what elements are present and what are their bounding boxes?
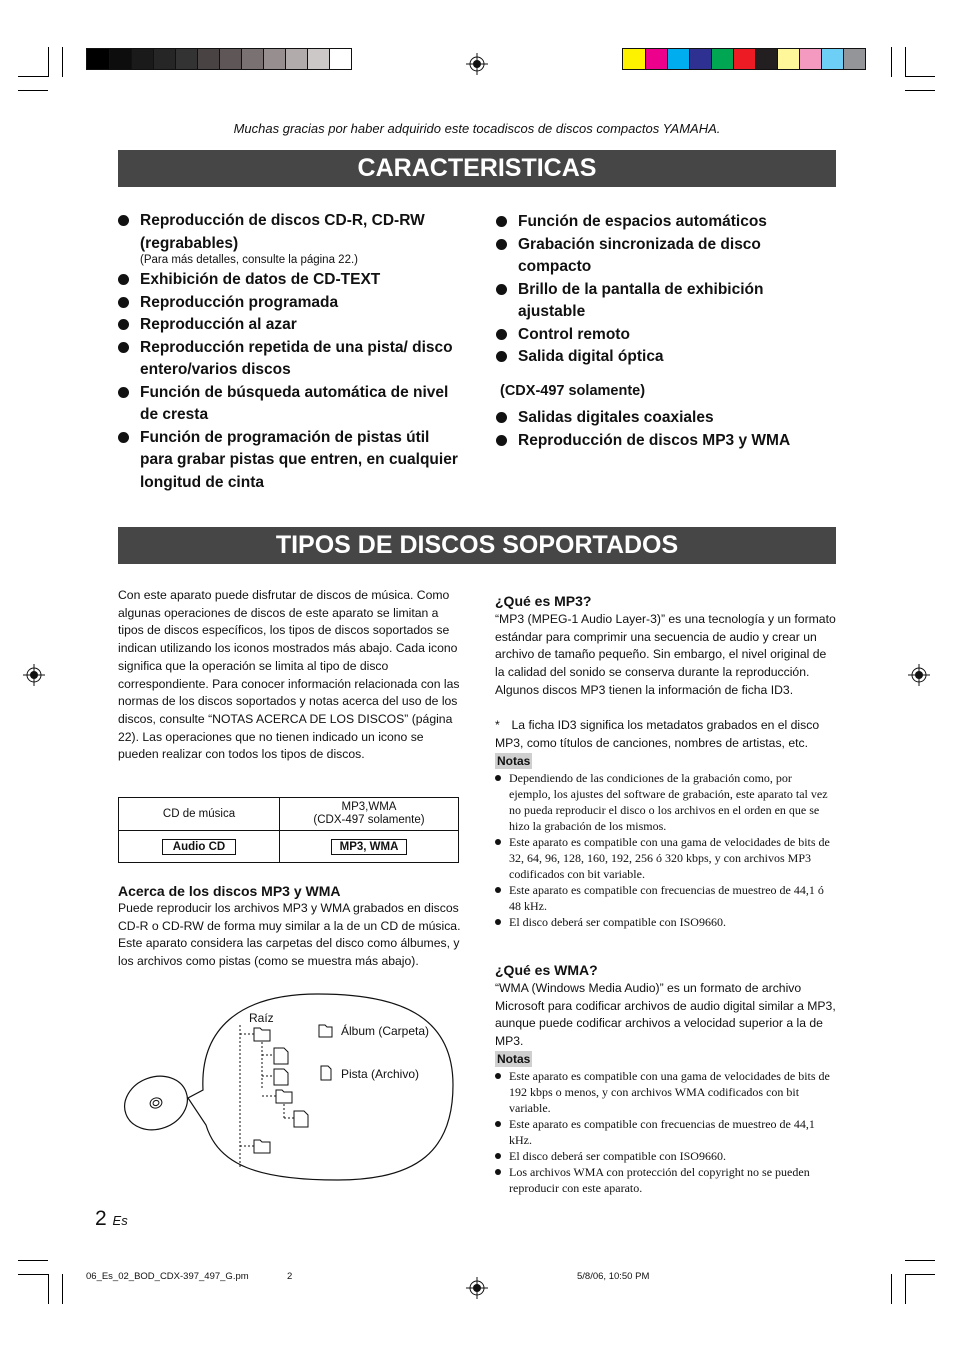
- gray-swatch: [197, 49, 219, 69]
- gray-swatch: [153, 49, 175, 69]
- mp3-wma-icon: MP3, WMA: [331, 839, 408, 855]
- thanks-line: Muchas gracias por haber adquirido este tocadiscos de discos compactos YAMAHA.: [233, 121, 721, 136]
- color-swatch: [645, 49, 667, 69]
- crop-mark: [62, 1274, 63, 1304]
- feature-item: Función de programación de pistas útil para grabar pistas que entren, en cualquier longitud de cinta: [118, 427, 463, 495]
- features-right-list: [496, 211, 816, 369]
- mp3-note-item: El disco deberá ser compatible con ISO9660.: [495, 914, 836, 930]
- feature-item: Reproducción al azar: [118, 314, 463, 337]
- feature-item: Reproducción repetida de una pista/ disco entero/varios discos: [118, 337, 463, 382]
- crop-mark: [18, 76, 48, 77]
- page-number: [95, 1207, 128, 1231]
- tipos-intro: Con este aparato puede disfrutar de discos de música. Como algunas operaciones de discos de este aparato se limitan a tipos de discos específicos, los tipos de discos soportados se indican utilizando los iconos mostrados más abajo. Cada icono significa que la operación se limita al tipo de disco correspondiente. Para conocer información relacionada con las normas de los discos soportados y notas acerca del uso de los discos, consulte “NOTAS ACERCA DE LOS DISCOS” (página 22). Las operaciones que no tienen indicado un icono se pueden realizar con todos los tipos de discos.: [118, 588, 460, 762]
- feature-item: Función de espacios automáticos: [496, 211, 816, 234]
- footnote-text: La ficha ID3 significa los metadatos grabados en el disco MP3, como títulos de canciones, nombres de artistas, etc.: [495, 718, 820, 750]
- feature-item: Salida digital óptica: [496, 346, 816, 369]
- cdx-only-label: (CDX-497 solamente): [500, 383, 646, 399]
- feature-item: Brillo de la pantalla de exhibición ajustable: [496, 279, 816, 324]
- track-file-icon: [321, 1066, 331, 1080]
- mp3-note-item: Dependiendo de las condiciones de la grabación como, por ejemplo, los ajustes del software de grabación, este aparato tal vez no pueda reproducir el disco o los archivos en el orden en que se hizo la grabación de los mismos.: [495, 770, 836, 834]
- caracteristicas-banner: CARACTERISTICAS: [118, 150, 836, 187]
- mp3-header-cell: [280, 798, 459, 831]
- color-swatch: [689, 49, 711, 69]
- feature-item: Reproducción de discos CD-R, CD-RW (regrabables): [118, 210, 463, 255]
- crop-mark: [905, 1274, 935, 1275]
- mp3-wma-cell: [280, 831, 459, 863]
- wma-notes-list: [495, 1068, 836, 1196]
- mp3-text: “MP3 (MPEG-1 Audio Layer-3)” es una tecnología y un formato estándar para comprimir una secuencia de audio y crear un archivo de tamaño pequeño. Sin embargo, el nivel original de la calidad del sonido se conserva durante la reproducción. Algunos discos MP3 tienen la información de ficha ID3.: [495, 612, 836, 697]
- feature-item: Salidas digitales coaxiales: [496, 407, 816, 430]
- color-swatch-bar: [622, 48, 866, 70]
- mp3-footnote: [495, 717, 836, 752]
- color-swatch: [733, 49, 755, 69]
- gray-swatch: [175, 49, 197, 69]
- mp3-notas-label: Notas: [497, 754, 531, 768]
- color-swatch: [755, 49, 777, 69]
- feature-item: Reproducción programada: [118, 292, 463, 315]
- features-cdx-list: [496, 407, 816, 452]
- wma-note-item: El disco deberá ser compatible con ISO9660.: [495, 1148, 836, 1164]
- color-swatch: [623, 49, 645, 69]
- crop-mark: [905, 1260, 935, 1261]
- feature-item: Reproducción de discos MP3 y WMA: [496, 430, 816, 453]
- gray-swatch: [87, 49, 109, 69]
- gray-swatch: [241, 49, 263, 69]
- gray-swatch: [219, 49, 241, 69]
- color-swatch: [843, 49, 865, 69]
- mp3-header-line2: (CDX-497 solamente): [313, 814, 425, 826]
- gray-swatch: [285, 49, 307, 69]
- disc-type-table: [118, 797, 459, 863]
- mp3-notes-list: [495, 770, 836, 930]
- mp3-header-line1: MP3,WMA: [341, 801, 397, 813]
- mp3-note-item: Este aparato es compatible con una gama de velocidades de bits de 32, 64, 96, 128, 160, 192, 256 ó 320 kbps, y con archivos MP3 codificados con bit variable.: [495, 834, 836, 882]
- feature-item: Control remoto: [496, 324, 816, 347]
- crop-mark: [891, 47, 892, 77]
- audio-cd-cell: [119, 831, 280, 863]
- crop-mark: [905, 90, 935, 91]
- wma-note-item: Este aparato es compatible con una gama de velocidades de bits de 192 kbps o menos, y con archivos WMA codificados con bit variable.: [495, 1068, 836, 1116]
- crop-mark: [905, 1274, 906, 1304]
- gray-swatch-bar: [86, 48, 352, 70]
- wma-text: “WMA (Windows Media Audio)” es un formato de archivo Microsoft para codificar archivos de audio digital similar a MP3, aunque puede codificar archivos a velocidad superior a la de MP3.: [495, 981, 836, 1049]
- folder-structure-diagram: [118, 990, 463, 1185]
- language-code: Es: [112, 1213, 128, 1228]
- track-label: Pista (Archivo): [341, 1067, 420, 1081]
- footnote-mark: *: [495, 718, 500, 732]
- feature-note: (Para más detalles, consulte la página 22.): [140, 254, 358, 266]
- color-swatch: [667, 49, 689, 69]
- crop-mark: [48, 47, 49, 77]
- registration-mark-icon: [466, 53, 488, 75]
- color-swatch: [711, 49, 733, 69]
- crop-mark: [18, 1260, 48, 1261]
- registration-mark-icon: [466, 1277, 488, 1299]
- crop-mark: [48, 1274, 49, 1304]
- crop-mark: [905, 76, 935, 77]
- gray-swatch: [329, 49, 351, 69]
- cd-header-cell: CD de música: [119, 798, 280, 831]
- acerca-text: Puede reproducir los archivos MP3 y WMA grabados en discos CD-R o CD-RW de forma muy similar a la de un CD de música. Este aparato considera las carpetas del disco como álbumes, y los archivos como pistas (como se muestra más abajo).: [118, 901, 461, 969]
- crop-mark: [905, 47, 906, 77]
- color-swatch: [821, 49, 843, 69]
- root-label: Raíz: [249, 1011, 274, 1025]
- album-folder-icon: [319, 1025, 332, 1037]
- features-left-list: [118, 210, 463, 494]
- mp3-note-item: Este aparato es compatible con frecuencias de muestreo de 44,1 ó 48 kHz.: [495, 882, 836, 914]
- file-name: 06_Es_02_BOD_CDX-397_497_G.pm: [86, 1271, 249, 1282]
- feature-item: Exhibición de datos de CD-TEXT: [118, 269, 463, 292]
- crop-mark: [18, 1274, 48, 1275]
- gray-swatch: [263, 49, 285, 69]
- page-number-value: 2: [95, 1207, 107, 1230]
- wma-heading: ¿Qué es WMA?: [495, 962, 598, 978]
- gray-swatch: [109, 49, 131, 69]
- feature-item: Grabación sincronizada de disco compacto: [496, 234, 816, 279]
- crop-mark: [18, 90, 48, 91]
- slug-page: 2: [287, 1271, 293, 1282]
- crop-mark: [62, 47, 63, 77]
- album-label: Álbum (Carpeta): [341, 1024, 430, 1038]
- mp3-heading: ¿Qué es MP3?: [495, 593, 592, 609]
- color-swatch: [799, 49, 821, 69]
- registration-mark-icon: [908, 664, 930, 686]
- registration-mark-icon: [23, 664, 45, 686]
- color-swatch: [777, 49, 799, 69]
- crop-mark: [891, 1274, 892, 1304]
- wma-notas-label: Notas: [497, 1052, 531, 1066]
- gray-swatch: [131, 49, 153, 69]
- slug-date: 5/8/06, 10:50 PM: [577, 1271, 650, 1282]
- acerca-heading: Acerca de los discos MP3 y WMA: [118, 883, 341, 899]
- tipos-banner: TIPOS DE DISCOS SOPORTADOS: [118, 527, 836, 564]
- wma-note-item: Este aparato es compatible con frecuencias de muestreo de 44,1 kHz.: [495, 1116, 836, 1148]
- audio-cd-icon: Audio CD: [162, 839, 236, 855]
- wma-note-item: Los archivos WMA con protección del copyright no se pueden reproducir con este aparato.: [495, 1164, 836, 1196]
- gray-swatch: [307, 49, 329, 69]
- feature-item: Función de búsqueda automática de nivel de cresta: [118, 382, 463, 427]
